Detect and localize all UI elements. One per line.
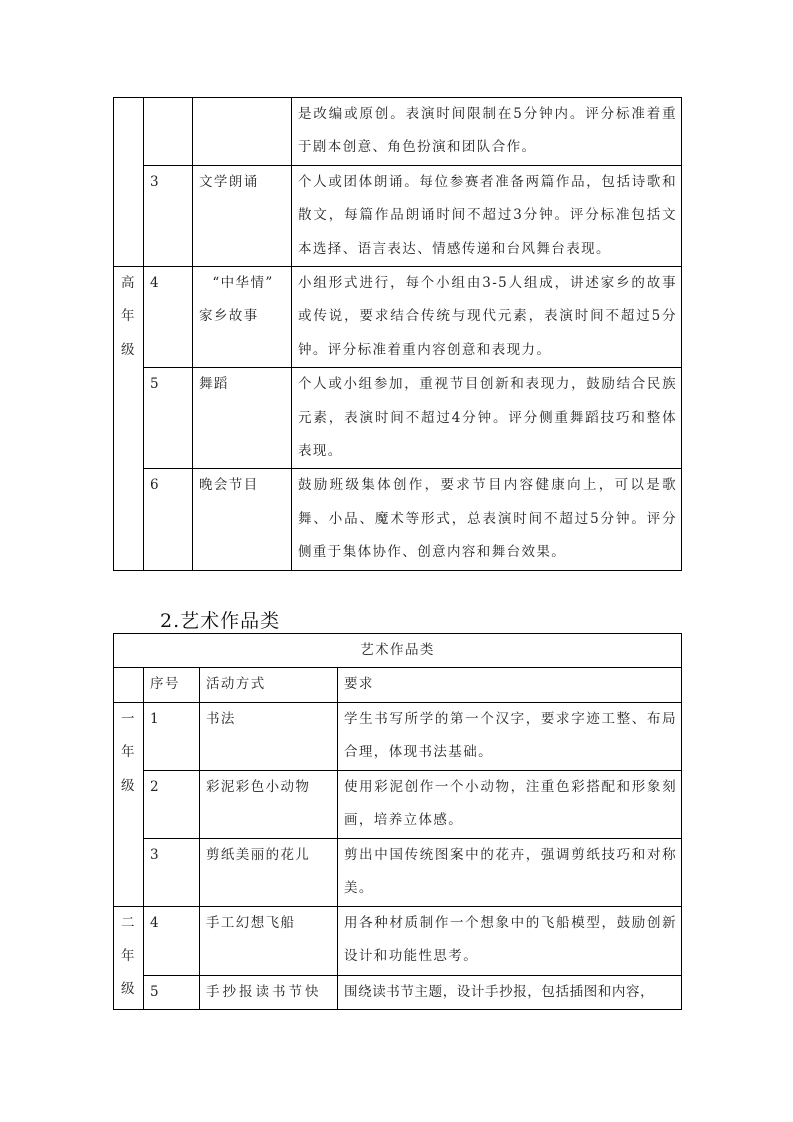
table-header-row	[114, 668, 682, 702]
requirement-cell: 小组形式进行，每个小组由3-5人组成，讲述家乡的故事或传说，要求结合传统与现代元素，表演时间不超过5分钟。评分标准着重内容创意和表现力。	[292, 267, 682, 368]
grade-cell-empty	[114, 98, 144, 267]
table-title: 艺术作品类	[114, 634, 682, 668]
table-row	[114, 838, 682, 906]
num-cell: 4	[144, 906, 200, 975]
table-row	[114, 975, 682, 1009]
requirement-cell: 个人或小组参加，重视节目创新和表现力，鼓励结合民族元素，表演时间不超过4分钟。评分侧重舞蹈技巧和整体表现。	[292, 368, 682, 469]
requirement-cell: 围绕读书节主题，设计手抄报，包括插图和内容，	[338, 975, 682, 1009]
activity-cell: 手抄报读书节快	[200, 975, 338, 1009]
requirement-cell: 是改编或原创。表演时间限制在5分钟内。评分标准着重于剧本创意、角色扮演和团队合作。	[292, 98, 682, 166]
grade-cell-second	[114, 906, 144, 1009]
activity-cell: 文学朗诵	[193, 165, 292, 266]
table-row	[114, 770, 682, 838]
num-cell	[144, 98, 193, 166]
num-cell: 1	[144, 702, 200, 770]
table-row	[114, 906, 682, 975]
grade-char: 一	[121, 710, 136, 727]
num-cell: 3	[144, 165, 193, 266]
grade-char: 高	[121, 275, 136, 292]
header-activity: 活动方式	[200, 668, 338, 702]
num-cell: 4	[144, 267, 193, 368]
grade-char: 级	[121, 981, 136, 998]
grade-cell-senior	[114, 267, 144, 571]
num-cell: 2	[144, 770, 200, 838]
activity-cell	[193, 98, 292, 166]
table-row	[114, 267, 682, 368]
num-cell: 5	[144, 368, 193, 469]
performance-table	[113, 97, 682, 571]
table-row	[114, 702, 682, 770]
grade-char: 级	[121, 777, 136, 794]
table-title-row	[114, 634, 682, 668]
grade-char: 二	[121, 914, 136, 931]
grade-char: 年	[121, 744, 136, 761]
grade-char: 年	[121, 948, 136, 965]
num-cell: 6	[144, 469, 193, 570]
requirement-cell: 用各种材质制作一个想象中的飞船模型，鼓励创新设计和功能性思考。	[338, 906, 682, 975]
grade-cell-first	[114, 702, 144, 906]
table-row	[114, 165, 682, 266]
activity-cell: 彩泥彩色小动物	[200, 770, 338, 838]
requirement-cell: 个人或团体朗诵。每位参赛者准备两篇作品，包括诗歌和散文，每篇作品朗诵时间不超过3分钟。评分标准包括文本选择、语言表达、情感传递和台风舞台表现。	[292, 165, 682, 266]
activity-cell: 晚会节目	[193, 469, 292, 570]
table-row	[114, 469, 682, 570]
num-cell: 3	[144, 838, 200, 906]
num-cell: 5	[144, 975, 200, 1009]
activity-cell: 书法	[200, 702, 338, 770]
requirement-cell: 学生书写所学的第一个汉字，要求字迹工整、布局合理，体现书法基础。	[338, 702, 682, 770]
grade-char: 级	[121, 341, 136, 358]
requirement-cell: 使用彩泥创作一个小动物，注重色彩搭配和形象刻画，培养立体感。	[338, 770, 682, 838]
requirement-cell: 鼓励班级集体创作，要求节目内容健康向上，可以是歌舞、小品、魔术等形式，总表演时间不超过5分钟。评分侧重于集体协作、创意内容和舞台效果。	[292, 469, 682, 570]
activity-cell: 剪纸美丽的花儿	[200, 838, 338, 906]
artwork-table	[113, 633, 682, 1010]
header-requirement: 要求	[338, 668, 682, 702]
header-num: 序号	[144, 668, 200, 702]
table-row	[114, 98, 682, 166]
grade-char: 年	[121, 308, 136, 325]
activity-cell: 舞蹈	[193, 368, 292, 469]
activity-cell: “中华情” 家乡故事	[193, 267, 292, 368]
section-heading: 2.艺术作品类	[160, 610, 281, 632]
header-empty	[114, 668, 144, 702]
requirement-cell: 剪出中国传统图案中的花卉，强调剪纸技巧和对称美。	[338, 838, 682, 906]
activity-cell: 手工幻想飞船	[200, 906, 338, 975]
table-row	[114, 368, 682, 469]
